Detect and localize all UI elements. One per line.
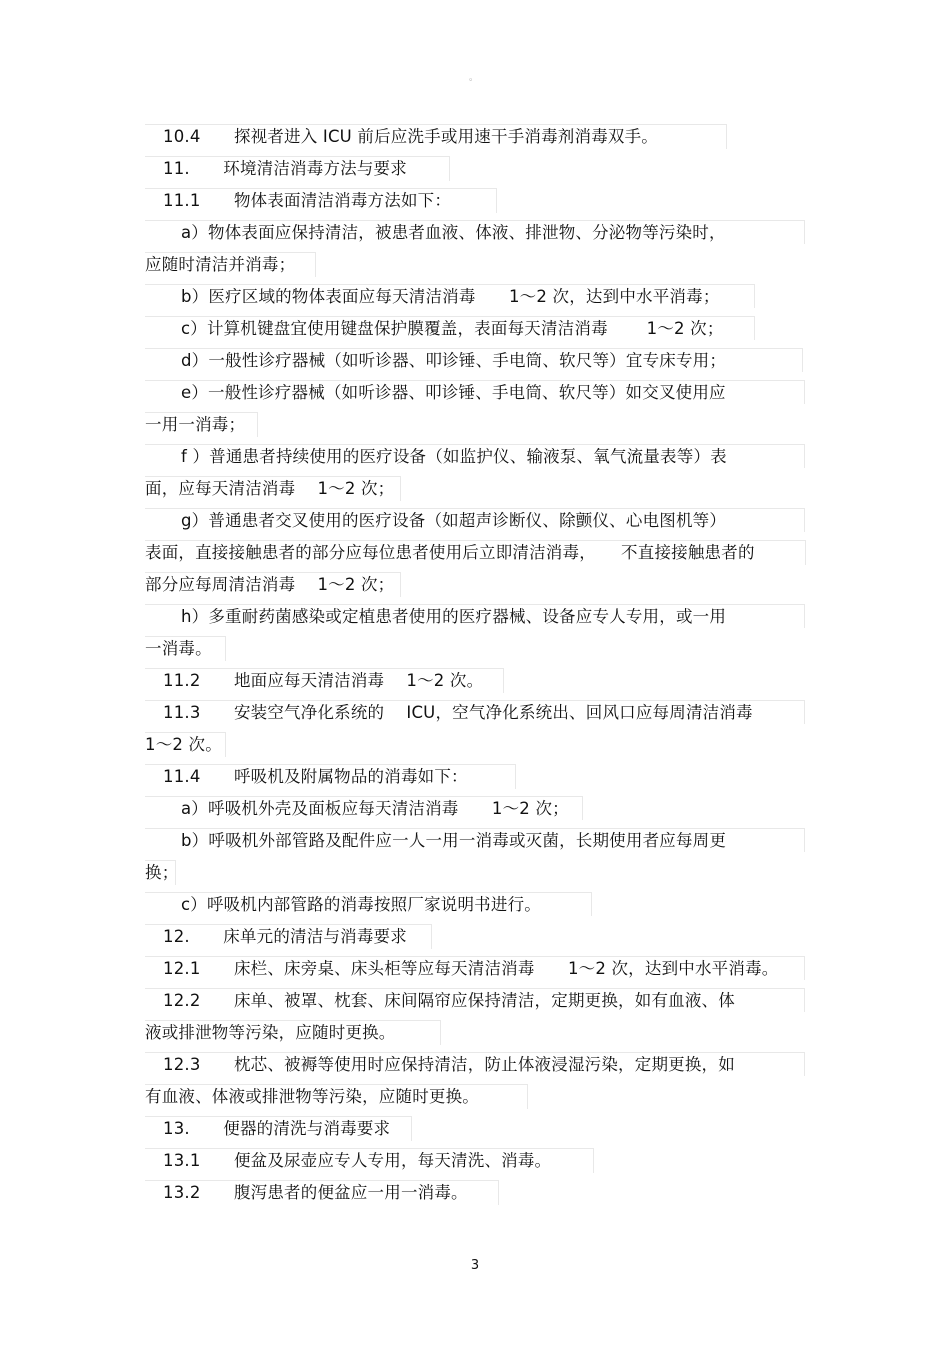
text-line: 12.1 床栏、床旁桌、床头柜等应每天清洁消毒 1～2 次，达到中水平消毒。 <box>145 956 805 980</box>
text-line: 液或排泄物等污染，应随时更换。 <box>145 1020 441 1045</box>
text-line: 13.1 便盆及尿壶应专人专用，每天清洗、消毒。 <box>145 1148 594 1173</box>
text-line: 11.2 地面应每天清洁消毒 1～2 次。 <box>145 668 504 693</box>
section-heading: 13. 便器的清洗与消毒要求 <box>145 1116 412 1141</box>
text-line: 11.3 安装空气净化系统的 ICU，空气净化系统出、回风口应每周清洁消毒 <box>145 700 805 724</box>
text-line: 应随时清洁并消毒； <box>145 252 316 277</box>
text-line: 11.1 物体表面清洁消毒方法如下： <box>145 188 497 213</box>
page-number: 3 <box>470 1258 480 1273</box>
text-line: 12.2 床单、被罩、枕套、床间隔帘应保持清洁，定期更换，如有血液、体 <box>145 988 805 1012</box>
text-line: 面，应每天清洁消毒 1～2 次； <box>145 476 401 501</box>
text-line: 10.4 探视者进入 ICU 前后应洗手或用速干手消毒剂消毒双手。 <box>145 124 727 149</box>
text-line: 表面，直接接触患者的部分应每位患者使用后立即清洁消毒， 不直接接触患者的 <box>145 540 806 565</box>
text-line: a）物体表面应保持清洁，被患者血液、体液、排泄物、分泌物等污染时， <box>145 220 805 244</box>
text-line: 有血液、体液或排泄物等污染，应随时更换。 <box>145 1084 528 1109</box>
text-line: g）普通患者交叉使用的医疗设备（如超声诊断仪、除颤仪、心电图机等） <box>145 508 805 532</box>
text-line: 12.3 枕芯、被褥等使用时应保持清洁，防止体液浸湿污染，定期更换，如 <box>145 1052 805 1076</box>
text-line: h）多重耐药菌感染或定植患者使用的医疗器械、设备应专人专用，或一用 <box>145 604 805 628</box>
text-line: 部分应每周清洁消毒 1～2 次； <box>145 572 401 597</box>
text-line: d）一般性诊疗器械（如听诊器、叩诊锤、手电筒、软尺等）宜专床专用； <box>145 348 803 372</box>
header-mark: 。 <box>469 73 479 83</box>
text-line: e）一般性诊疗器械（如听诊器、叩诊锤、手电筒、软尺等）如交叉使用应 <box>145 380 805 404</box>
text-line: c）计算机键盘宜使用键盘保护膜覆盖，表面每天清洁消毒 1～2 次； <box>145 316 755 340</box>
text-line: 一用一消毒； <box>145 412 258 437</box>
section-heading: 11.4 呼吸机及附属物品的消毒如下： <box>145 764 516 789</box>
text-line: a）呼吸机外壳及面板应每天清洁消毒 1～2 次； <box>145 796 583 820</box>
text-line: 13.2 腹泻患者的便盆应一用一消毒。 <box>145 1180 499 1205</box>
text-line: c）呼吸机内部管路的消毒按照厂家说明书进行。 <box>145 892 592 916</box>
text-line: f ）普通患者持续使用的医疗设备（如监护仪、输液泵、氧气流量表等）表 <box>145 444 805 468</box>
text-line: 换； <box>145 860 176 885</box>
section-heading: 11. 环境清洁消毒方法与要求 <box>145 156 450 181</box>
text-line: 一消毒。 <box>145 636 226 661</box>
text-line: b）呼吸机外部管路及配件应一人一用一消毒或灭菌，长期使用者应每周更 <box>145 828 805 852</box>
text-line: 1～2 次。 <box>145 732 226 757</box>
section-heading: 12. 床单元的清洁与消毒要求 <box>145 924 432 949</box>
text-line: b）医疗区域的物体表面应每天清洁消毒 1～2 次，达到中水平消毒； <box>145 284 755 308</box>
